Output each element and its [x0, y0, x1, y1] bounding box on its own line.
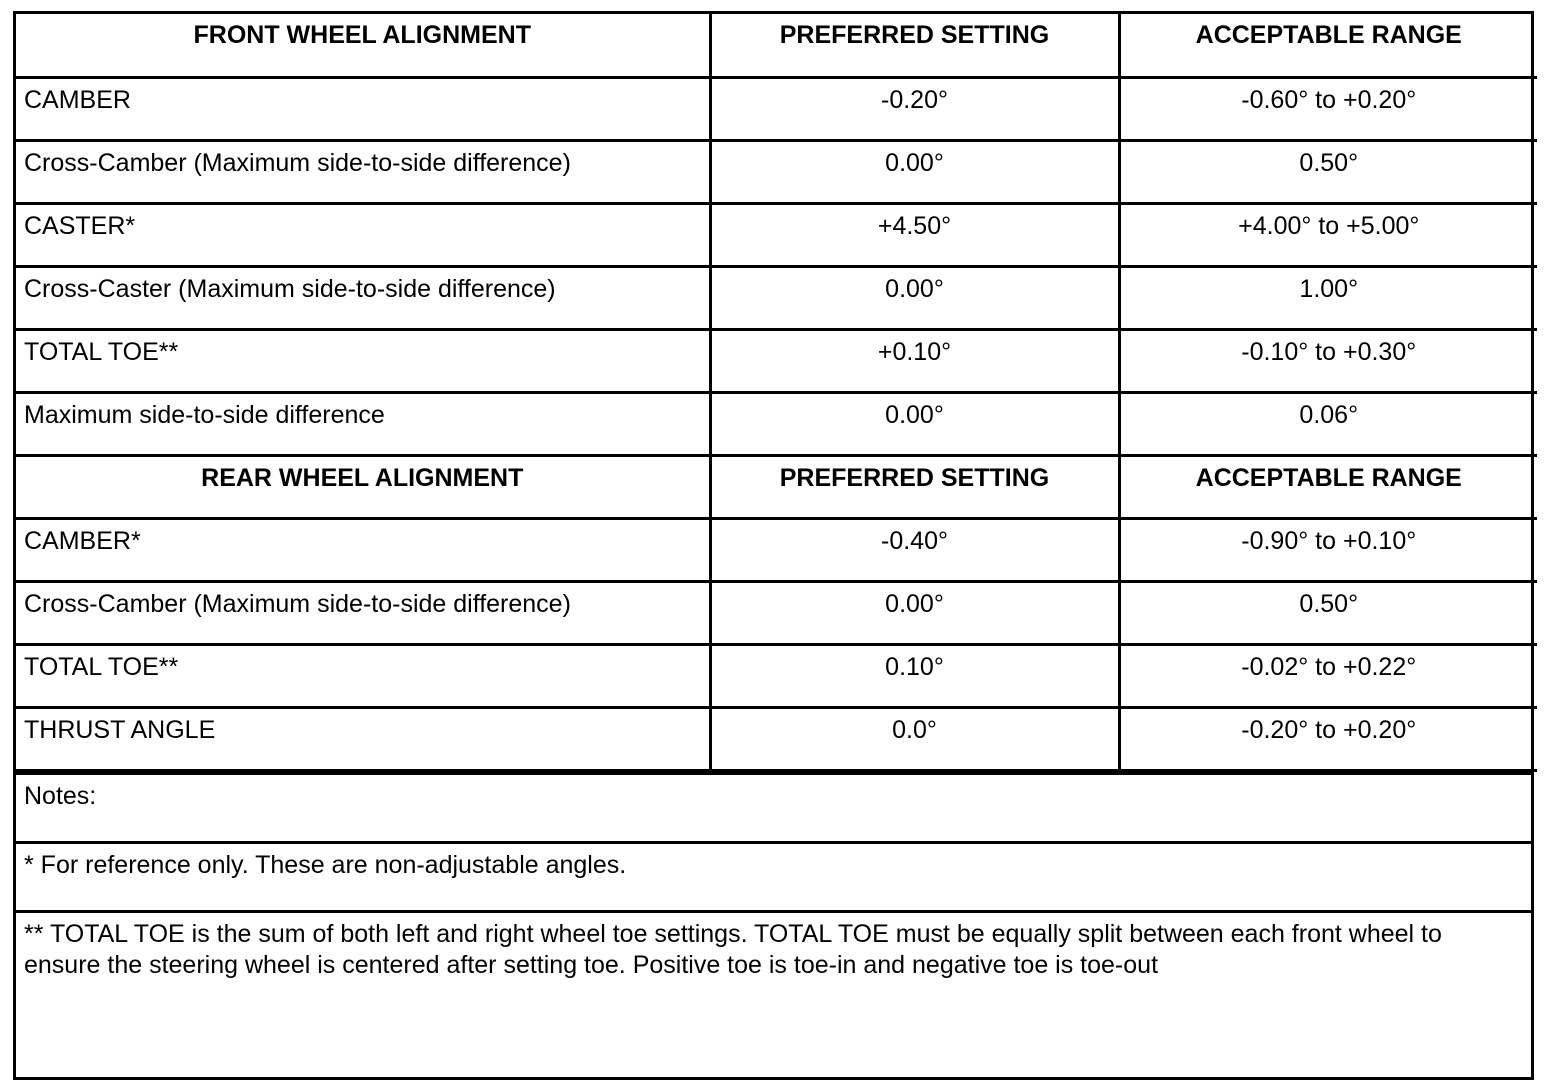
rear-range-header: ACCEPTABLE RANGE: [1119, 455, 1537, 518]
range-value: -0.02° to +0.22°: [1119, 644, 1537, 707]
table-row: [16, 518, 1537, 581]
range-value: -0.90° to +0.10°: [1119, 518, 1537, 581]
preferred-value: -0.20°: [710, 77, 1119, 140]
spec-label: Maximum side-to-side difference: [16, 392, 710, 455]
range-value: 1.00°: [1119, 266, 1537, 329]
table-row: [16, 644, 1537, 707]
spec-label: TOTAL TOE**: [16, 644, 710, 707]
range-value: +4.00° to +5.00°: [1119, 203, 1537, 266]
spec-label: TOTAL TOE**: [16, 329, 710, 392]
preferred-value: 0.00°: [710, 140, 1119, 203]
preferred-value: +0.10°: [710, 329, 1119, 392]
spec-label: Cross-Camber (Maximum side-to-side difference): [16, 581, 710, 644]
range-value: 0.50°: [1119, 581, 1537, 644]
spec-label: Cross-Caster (Maximum side-to-side difference): [16, 266, 710, 329]
preferred-value: +4.50°: [710, 203, 1119, 266]
front-range-header: ACCEPTABLE RANGE: [1119, 14, 1537, 77]
preferred-value: 0.00°: [710, 581, 1119, 644]
rear-header-row: [16, 455, 1537, 518]
spec-label: CAMBER*: [16, 518, 710, 581]
notes-section: [16, 772, 1531, 1010]
table-row: [16, 266, 1537, 329]
range-value: 0.50°: [1119, 140, 1537, 203]
preferred-value: -0.40°: [710, 518, 1119, 581]
table-row: [16, 392, 1537, 455]
note-reference-only: * For reference only. These are non-adjustable angles.: [16, 841, 1531, 910]
range-value: -0.20° to +0.20°: [1119, 707, 1537, 770]
alignment-spec-document: [13, 11, 1534, 1080]
table-row: [16, 203, 1537, 266]
spec-label: THRUST ANGLE: [16, 707, 710, 770]
range-value: -0.10° to +0.30°: [1119, 329, 1537, 392]
rear-preferred-header: PREFERRED SETTING: [710, 455, 1119, 518]
notes-title: Notes:: [16, 772, 1531, 841]
range-value: 0.06°: [1119, 392, 1537, 455]
preferred-value: 0.00°: [710, 392, 1119, 455]
table-row: [16, 77, 1537, 140]
table-row: [16, 581, 1537, 644]
table-row: [16, 707, 1537, 770]
preferred-value: 0.10°: [710, 644, 1119, 707]
table-row: [16, 140, 1537, 203]
rear-section-title: REAR WHEEL ALIGNMENT: [16, 455, 710, 518]
spec-label: CAMBER: [16, 77, 710, 140]
front-section-title: FRONT WHEEL ALIGNMENT: [16, 14, 710, 77]
range-value: -0.60° to +0.20°: [1119, 77, 1537, 140]
note-total-toe: ** TOTAL TOE is the sum of both left and right wheel toe settings. TOTAL TOE must be equally split between each front wheel to ensure the steering wheel is centered after setting toe. Positive toe is toe-in and negative toe is toe-out: [16, 910, 1531, 1010]
front-header-row: [16, 14, 1537, 77]
preferred-value: 0.0°: [710, 707, 1119, 770]
spec-label: Cross-Camber (Maximum side-to-side difference): [16, 140, 710, 203]
table-row: [16, 329, 1537, 392]
alignment-spec-table: [16, 14, 1537, 772]
preferred-value: 0.00°: [710, 266, 1119, 329]
spec-label: CASTER*: [16, 203, 710, 266]
front-preferred-header: PREFERRED SETTING: [710, 14, 1119, 77]
